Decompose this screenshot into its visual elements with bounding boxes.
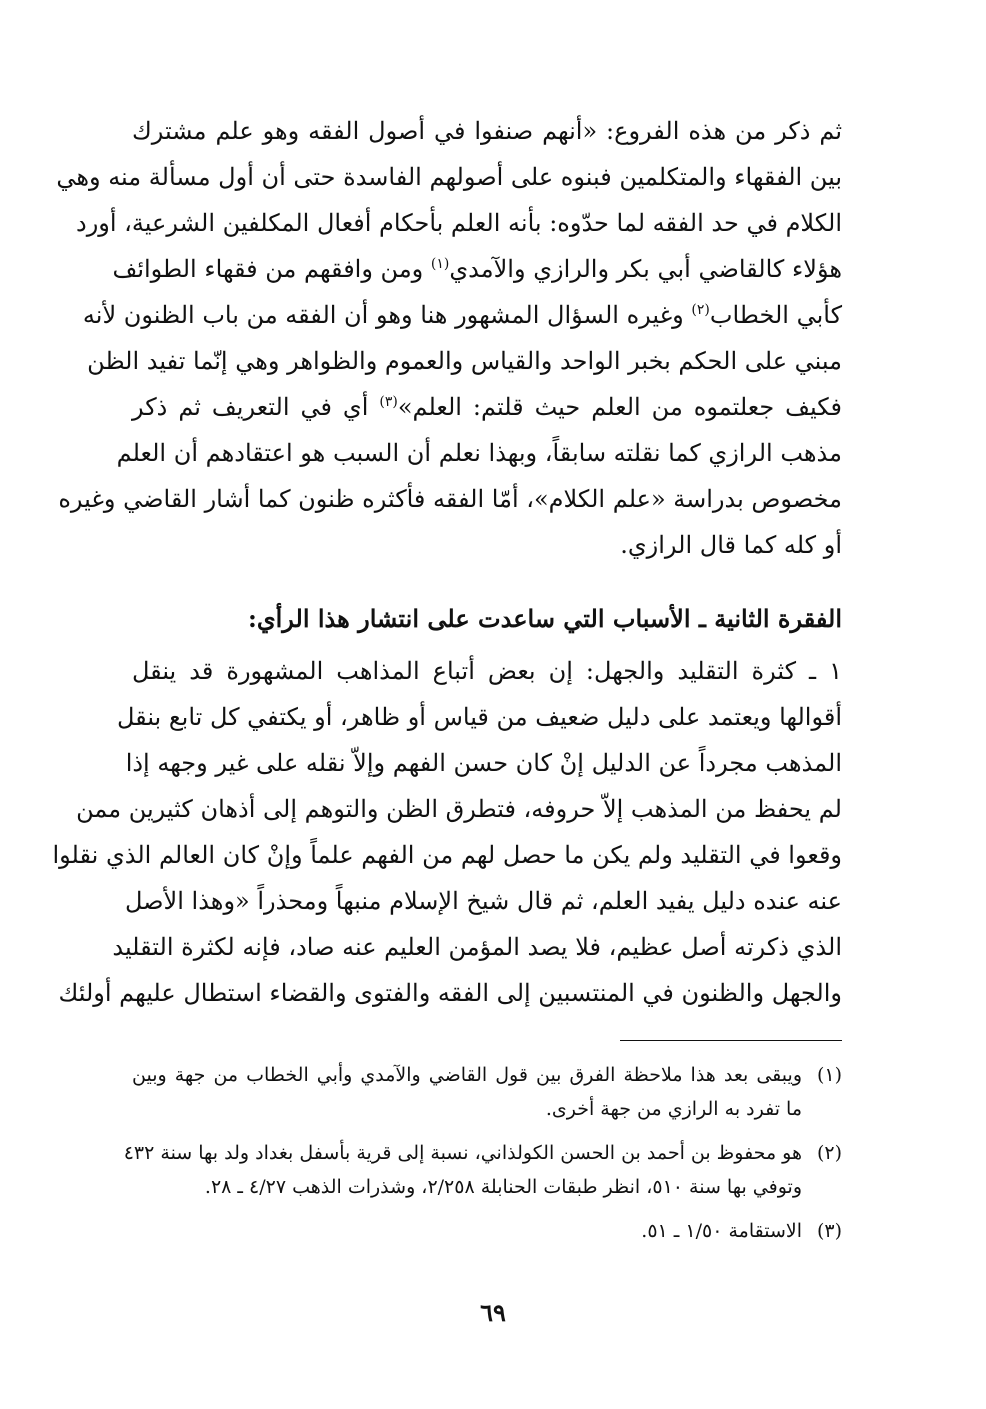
text-line: مبني على الحكم بخبر الواحد والقياس والعموم والظواهر وهي إنّما تفيد الظن <box>87 347 842 375</box>
section-heading: الفقرة الثانية ـ الأسباب التي ساعدت على انتشار هذا الرأي: <box>247 604 842 633</box>
footnote <box>123 1136 842 1204</box>
text-segment: وغيره السؤال المشهور هنا وهو أن الفقه من باب الظنون لأنه <box>82 301 684 329</box>
footnote-line: الاستقامة ١/٥٠ ـ ٥١. <box>641 1220 802 1242</box>
footnote-ref: (١) <box>430 256 450 272</box>
text-line: أو كله كما قال الرازي. <box>620 531 842 559</box>
paragraph-gap <box>132 568 842 596</box>
text-line: مذهب الرازي كما نقلته سابقاً، وبهذا نعلم أن السبب هو اعتقادهم أن العلم <box>116 439 842 467</box>
text-line: المذهب مجرداً عن الدليل إنْ كان حسن الفهم وإلاّ نقله على غير وجهه إذا <box>125 749 842 777</box>
footnote-number: (٢) <box>816 1142 842 1164</box>
text-line <box>82 292 842 338</box>
text-line: الكلام في حد الفقه لما حدّوه: بأنه العلم بأحكام أفعال المكلفين الشرعية، أورد <box>76 209 842 237</box>
text-segment: ومن وافقهم من فقهاء الطوائف <box>112 255 424 283</box>
text-line: الذي ذكرته أصل عظيم، فلا يصد المؤمن العليم عنه صاد، فإنه لكثرة التقليد <box>112 933 842 961</box>
text-segment: فكيف جعلتموه من العلم حيث قلتم: العلم» <box>397 393 842 421</box>
page-number: ٦٩ <box>480 1298 506 1327</box>
text-line: بين الفقهاء والمتكلمين فبنوه على أصولهم الفاسدة حتى أن أول مسألة منه وهي <box>56 163 842 191</box>
text-segment: كأبي الخطاب <box>709 301 842 329</box>
footnote-line: ويبقى بعد هذا ملاحظة الفرق بين قول القاضي والآمدي وأبي الخطاب من جهة وبين <box>132 1064 802 1086</box>
footnotes <box>123 1058 842 1258</box>
footnote-separator <box>620 1040 842 1041</box>
text-line: والجهل والظنون في المنتسبين إلى الفقه والفتوى والقضاء استطال عليهم أولئك <box>58 979 842 1007</box>
text-line: وقعوا في التقليد ولم يكن ما حصل لهم من الفهم علماً وإنْ كان العالم الذي نقلوا <box>52 841 842 869</box>
footnote-ref: (٣) <box>379 394 398 410</box>
text-line: عنه عنده دليل يفيد العلم، ثم قال شيخ الإسلام منبهاً ومحذراً «وهذا الأصل <box>125 887 842 915</box>
footnote-line: وتوفي بها سنة ٥١٠، انظر طبقات الحنابلة ٢/٢٥٨، وشذرات الذهب ٤/٢٧ ـ ٢٨. <box>204 1176 802 1198</box>
text-line: ثم ذكر من هذه الفروع: «أنهم صنفوا في أصول الفقه وهو علم مشترك <box>132 117 842 145</box>
text-line: ١ ـ كثرة التقليد والجهل: إن بعض أتباع المذاهب المشهورة قد ينقل <box>132 657 842 685</box>
main-text <box>52 108 842 1016</box>
text-line: أقوالها ويعتمد على دليل ضعيف من قياس أو ظاهر، أو يكتفي كل تابع بنقل <box>117 703 842 731</box>
text-segment: هؤلاء كالقاضي أبي بكر والرازي والآمدي <box>449 255 842 283</box>
text-segment: أي في التعريف ثم ذكر <box>132 393 369 421</box>
text-line: لم يحفظ من المذهب إلاّ حروفه، فتطرق الظن والتوهم إلى أذهان كثيرين ممن <box>76 795 842 823</box>
footnote-line: ما تفرد به الرازي من جهة أخرى. <box>545 1098 802 1120</box>
footnote-text <box>132 1214 802 1248</box>
footnote <box>132 1058 842 1126</box>
footnote-number: (١) <box>816 1064 842 1086</box>
text-line <box>132 384 842 430</box>
footnote-number: (٣) <box>816 1220 842 1242</box>
footnote-ref: (٢) <box>691 302 710 318</box>
footnote-text <box>124 1136 802 1204</box>
text-line <box>112 246 842 292</box>
footnote <box>132 1214 842 1248</box>
footnote-line: هو محفوظ بن أحمد بن الحسن الكولذاني، نسبة إلى قرية بأسفل بغداد ولد بها سنة ٤٣٢ <box>123 1142 802 1164</box>
footnote-text <box>132 1058 802 1126</box>
text-line: مخصوص بدراسة «علم الكلام»، أمّا الفقه فأكثره ظنون كما أشار القاضي وغيره <box>58 485 842 513</box>
